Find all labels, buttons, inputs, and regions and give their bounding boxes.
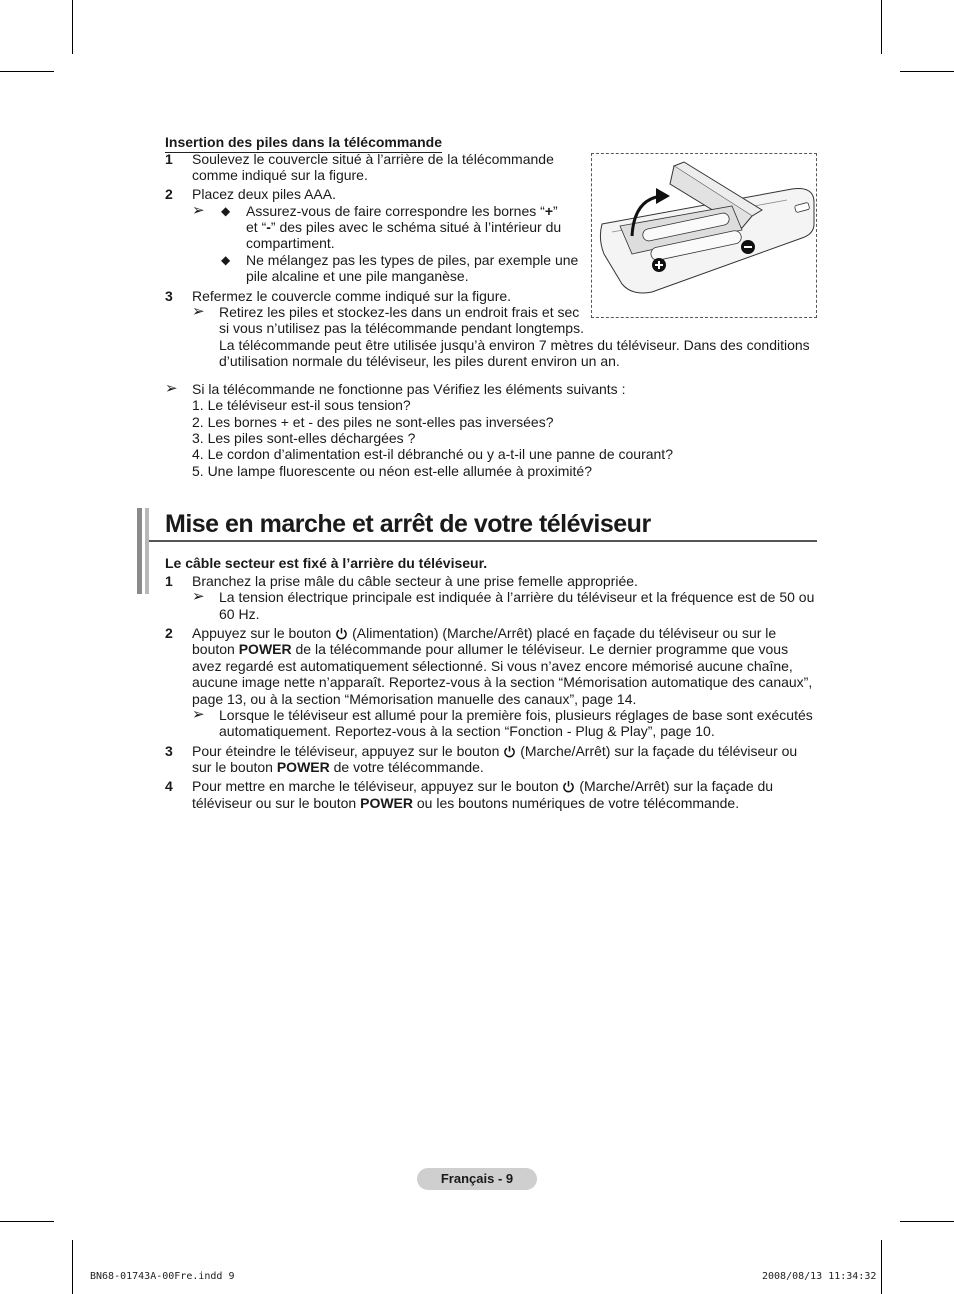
remote-illustration (592, 154, 816, 317)
troubleshoot-item: 1. Le téléviseur est-il sous tension? (192, 397, 411, 413)
section-title: Mise en marche et arrêt de votre téléviseur (165, 510, 651, 538)
note-battery-types-text: Ne mélangez pas les types de piles, par exemple une (246, 252, 579, 268)
note-polarity-text: et “-” des piles avec le schéma situé à l’intérieur du (246, 219, 562, 235)
note-range-text: d’utilisation normale du téléviseur, les piles durent environ un an. (219, 353, 620, 369)
note-polarity-text: Assurez-vous de faire correspondre les bornes “+” (246, 203, 558, 219)
power-step2-note: automatiquement. Reportez-vous à la section “Fonction - Plug & Play”, page 10. (219, 723, 715, 739)
power-icon (335, 627, 348, 640)
power-step3-text: Pour éteindre le téléviseur, appuyez sur le bouton (Marche/Arrêt) sur la façade du téléviseur ou (192, 743, 798, 759)
step3-text: Refermez le couvercle comme indiqué sur la figure. (192, 288, 512, 304)
arrow-bullet-icon: ➢ (192, 588, 205, 605)
section-rule (149, 540, 817, 542)
power-icon (503, 745, 516, 758)
crop-mark (881, 1240, 882, 1294)
note-storage-text: Retirez les piles et stockez-les dans un endroit frais et sec (219, 304, 580, 320)
step-number: 3 (165, 743, 173, 759)
crop-mark (900, 1221, 954, 1222)
crop-mark (900, 71, 954, 72)
power-icon (562, 780, 575, 793)
step-number: 3 (165, 288, 173, 304)
power-subheading: Le câble secteur est fixé à l’arrière du téléviseur. (165, 555, 488, 571)
section-bars-decoration (137, 508, 153, 594)
diamond-bullet-icon: ◆ (221, 204, 231, 218)
note-range-text: La télécommande peut être utilisée jusqu’à environ 7 mètres du téléviseur. Dans des conditions (219, 337, 810, 353)
power-step2-note: Lorsque le téléviseur est allumé pour la première fois, plusieurs réglages de base sont exécutés (219, 707, 813, 723)
power-step4-text: Pour mettre en marche le téléviseur, appuyez sur le bouton (Marche/Arrêt) sur la façade du (192, 778, 774, 794)
troubleshoot-item: 4. Le cordon d’alimentation est-il débranché ou y a-t-il une panne de courant? (192, 446, 673, 462)
step2-text: Placez deux piles AAA. (192, 186, 336, 202)
step-number: 2 (165, 186, 173, 202)
troubleshoot-item: 2. Les bornes + et - des piles ne sont-elles pas inversées? (192, 414, 554, 430)
crop-mark (0, 71, 54, 72)
troubleshoot-item: 3. Les piles sont-elles déchargées ? (192, 430, 416, 446)
power-step4-text: téléviseur ou sur le bouton POWER ou les boutons numériques de votre télécommande. (192, 795, 740, 811)
arrow-bullet-icon: ➢ (192, 202, 205, 219)
crop-mark (881, 0, 882, 54)
power-step1-note: La tension électrique principale est indiquée à l’arrière du téléviseur et la fréquence est de 50 ou (219, 589, 815, 605)
crop-mark (72, 0, 73, 54)
step1-text: Soulevez le couvercle situé à l’arrière de la télécommande (192, 151, 554, 167)
battery-insertion-heading: Insertion des piles dans la télécommande (165, 134, 442, 153)
power-step3-text: sur le bouton POWER de votre télécommande. (192, 759, 484, 775)
power-step2-text: page 13, ou à la section “Mémorisation manuelle des canaux”, page 14. (192, 691, 637, 707)
troubleshoot-item: 5. Une lampe fluorescente ou néon est-elle allumée à proximité? (192, 463, 593, 479)
power-step2-text: Appuyez sur le bouton (Alimentation) (Marche/Arrêt) placé en façade du téléviseur ou sur le (192, 625, 777, 641)
print-datetime: 2008/08/13 11:34:32 (762, 1271, 877, 1282)
arrow-bullet-icon: ➢ (192, 706, 205, 723)
diamond-bullet-icon: ◆ (221, 253, 231, 267)
note-polarity-text: compartiment. (246, 235, 335, 251)
crop-mark (72, 1240, 73, 1294)
power-step1-text: Branchez la prise mâle du câble secteur à une prise femelle appropriée. (192, 573, 638, 589)
power-step2-text: avez regardé est automatiquement sélectionné. Si vous n’avez encore mémorisé aucune chaîne, (192, 658, 793, 674)
step-number: 4 (165, 778, 173, 794)
note-storage-text: si vous n’utilisez pas la télécommande pendant longtemps. (219, 320, 584, 336)
print-file-info: BN68-01743A-00Fre.indd 9 (90, 1271, 235, 1282)
power-step2-text: aucune image nette n’apparaît. Reportez-vous à la section “Mémorisation automatique des canaux”, (192, 674, 813, 690)
step-number: 2 (165, 625, 173, 641)
step-number: 1 (165, 151, 173, 167)
page-number-badge: Français - 9 (417, 1168, 537, 1190)
troubleshoot-intro: Si la télécommande ne fonctionne pas Vérifiez les éléments suivants : (192, 381, 626, 397)
power-step1-note: 60 Hz. (219, 606, 260, 622)
note-battery-types-text: pile alcaline et une pile manganèse. (246, 268, 469, 284)
crop-mark (0, 1221, 54, 1222)
power-step2-text: bouton POWER de la télécommande pour allumer le téléviseur. Le dernier programme que vous (192, 641, 789, 657)
remote-battery-figure (591, 153, 817, 318)
step-number: 1 (165, 573, 173, 589)
step1-text: comme indiqué sur la figure. (192, 167, 368, 183)
arrow-bullet-icon: ➢ (165, 380, 178, 397)
arrow-bullet-icon: ➢ (192, 303, 205, 320)
